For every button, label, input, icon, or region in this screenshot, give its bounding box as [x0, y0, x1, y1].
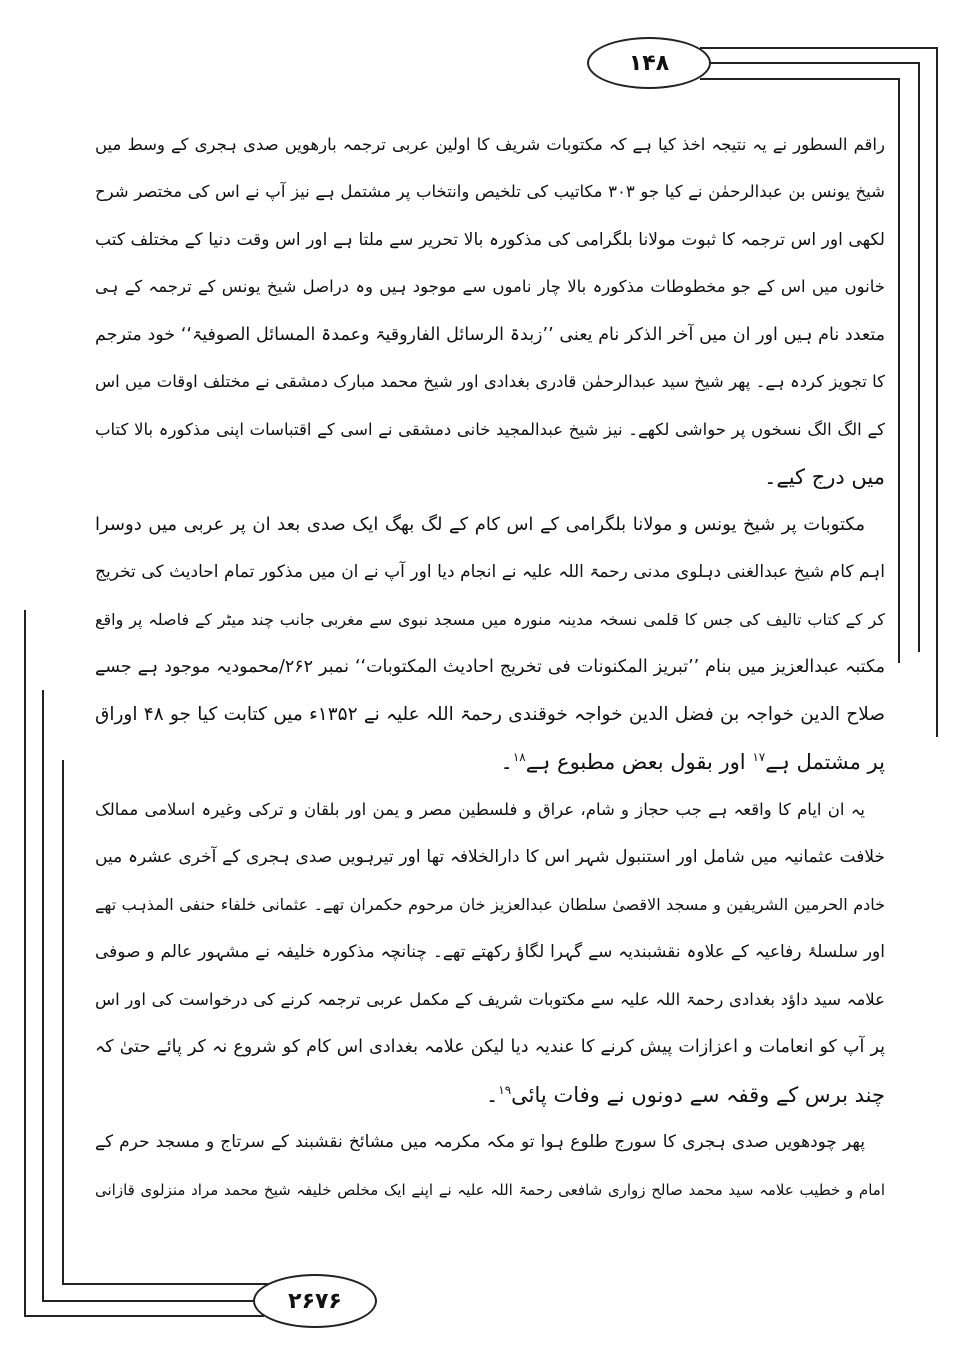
frame-line-top-middle	[705, 62, 920, 64]
text-line: میں درج کیے۔	[764, 465, 885, 489]
text-segment: اور بقول بعض مطبوع ہے	[525, 750, 746, 774]
text-line: خادم الحرمین الشریفین و مسجد الاقصیٰ سلطان عبدالعزیز خان مرحوم حکمران تھے۔ عثمانی خلفاء حنفی المذہب تھے	[95, 895, 885, 914]
page-number-footer	[253, 1274, 377, 1328]
text-line: خانوں میں اس کے جو مخطوطات مذکورہ بالا چار ناموں سے موجود ہیں وہ دراصل شیخ یونس کے ترجمہ کے ہی	[95, 277, 885, 296]
text-line: پر آپ کو انعامات و اعزازات پیش کرنے کا عندیہ دیا لیکن علامہ بغدادی اس کام کو شروع نہ کر پائے حتیٰ کہ	[95, 1037, 885, 1057]
footnote-ref: ۱۷	[752, 750, 766, 764]
frame-line-right-inner	[898, 78, 900, 663]
text-line: لکھی اور اس ترجمہ کا ثبوت مولانا بلگرامی کی مذکورہ بالا تحریر سے ملتا ہے اور اس وقت دنیا کے مختلف کتب	[95, 230, 885, 250]
text-segment: ۔	[500, 750, 513, 774]
frame-line-top-outer	[700, 47, 938, 49]
text-line: علامہ سید داؤد بغدادی رحمۃ اللہ علیہ سے مکتوبات شریف کے مکمل عربی ترجمہ کرنے کی درخواست کی اور اس	[95, 990, 885, 1009]
frame-line-bottom-inner	[62, 1283, 272, 1285]
frame-line-left-inner	[62, 760, 64, 1283]
page-number-header	[587, 37, 711, 89]
frame-line-left-outer	[24, 610, 26, 1315]
text-line: کا تجویز کردہ ہے۔ پھر شیخ سید عبدالرحمٰن قادری بغدادی اور شیخ محمد مبارک دمشقی نے مختلف اوقات میں اس	[95, 372, 885, 391]
text-line: کر کے کتاب تالیف کی جس کا قلمی نسخہ مدینہ منورہ میں مسجد نبوی سے مغربی جانب چند میٹر کے فاصلہ پر واقع	[95, 610, 885, 629]
frame-line-left-middle	[42, 690, 44, 1300]
text-segment: چند برس کے وقفہ سے دونوں نے وفات پائی	[511, 1083, 885, 1107]
footer-page-number: ۲۶۷۶	[288, 1288, 342, 1314]
text-line: کے الگ الگ نسخوں پر حواشی لکھے۔ نیز شیخ عبدالمجید خانی دمشقی نے اسی کے اقتباسات اپنی مذکورہ بالا کتاب	[95, 420, 885, 439]
text-line-with-footnote	[95, 1078, 885, 1112]
text-line: اہم کام شیخ عبدالغنی دہلوی مدنی رحمۃ اللہ علیہ نے انجام دیا اور آپ نے ان میں مذکور تمام احادیث کی تخریج	[95, 562, 885, 582]
text-line: شیخ یونس بن عبدالرحمٰن نے کیا جو ۳۰۳ مکاتیب کی تلخیص وانتخاب پر مشتمل ہے نیز آپ نے اس کی مختصر شرح	[95, 182, 885, 201]
text-segment: ۔	[485, 1083, 499, 1107]
header-page-number: ۱۴۸	[628, 50, 670, 76]
text-segment: پر مشتمل ہے	[765, 750, 885, 774]
text-line: امام و خطیب علامہ سید محمد صالح زواری شافعی رحمۃ اللہ علیہ نے اپنے ایک مخلص خلیفہ شیخ محمد مراد منزلوی قازانی	[95, 1181, 885, 1199]
paragraph-start-line: مکتوبات پر شیخ یونس و مولانا بلگرامی کے اس کام کے لگ بھگ ایک صدی بعد ان پر عربی میں دوسرا	[95, 514, 865, 535]
text-line: راقم السطور نے یہ نتیجہ اخذ کیا ہے کہ مکتوبات شریف کا اولین عربی ترجمہ بارھویں صدی ہجری کے وسط میں	[95, 135, 885, 154]
text-line: خلافت عثمانیہ میں شامل اور استنبول شہر اس کا دارالخلافہ تھا اور تیرہویں صدی ہجری کے آخری عشرہ میں	[95, 847, 885, 867]
frame-line-bottom-middle	[42, 1300, 257, 1302]
text-line-with-footnotes	[95, 745, 885, 779]
frame-line-right-outer	[936, 47, 938, 737]
footnote-ref: ۱۹	[498, 1083, 512, 1097]
frame-line-top-inner	[700, 78, 900, 80]
paragraph-start-line: یہ ان ایام کا واقعہ ہے جب حجاز و شام، عراق و فلسطین مصر و یمن اور بلقان و ترکی وغیرہ اسلامی ممالک	[95, 800, 865, 819]
footnote-ref: ۱۸	[512, 750, 526, 764]
frame-line-bottom-outer	[24, 1315, 264, 1317]
text-line: صلاح الدین خواجہ بن فضل الدین خواجہ خوقندی رحمۃ اللہ علیہ نے ۱۳۵۲ء میں کتابت کیا جو ۴۸ اوراق	[95, 704, 885, 725]
frame-line-right-middle	[918, 62, 920, 652]
text-line: اور سلسلۂ رفاعیہ کے علاوہ نقشبندیہ سے گہرا لگاؤ رکھتے تھے۔ چنانچہ مذکورہ خلیفہ نے مشہور عالم و صوفی	[95, 942, 885, 962]
text-line: مکتبہ عبدالعزیز میں بنام ’’تبریز المکنونات فی تخریج احادیث المکتوبات‘‘ نمبر ۲۶۲/محمودیہ موجود ہے جسے	[95, 657, 886, 677]
paragraph-start-line: پھر چودھویں صدی ہجری کا سورج طلوع ہوا تو مکہ مکرمہ میں مشائخ نقشبند کے سرتاج و مسجد حرم کے	[95, 1132, 865, 1152]
text-line: متعدد نام ہیں اور ان میں آخر الذکر نام یعنی ’’زبدۃ الرسائل الفاروقیۃ وعمدۃ المسائل الصوفیۃ‘‘ خود مترجم	[95, 325, 885, 345]
